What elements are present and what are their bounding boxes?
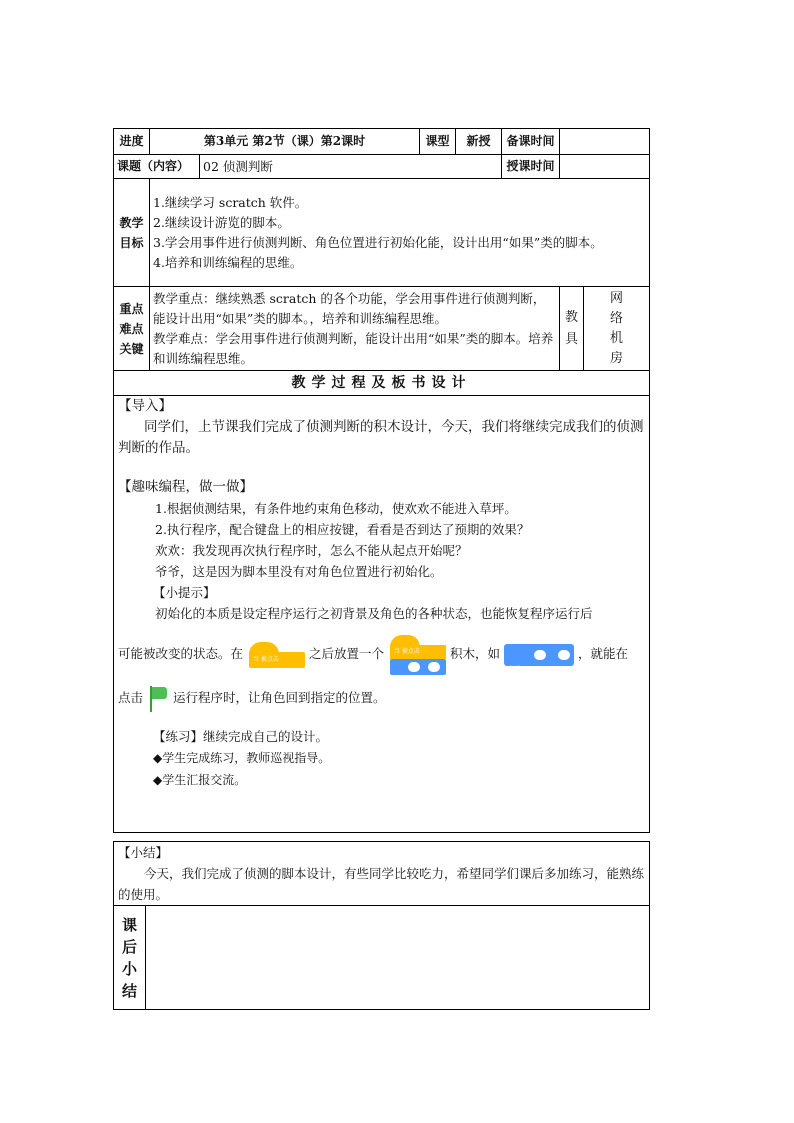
intro-text: 同学们，上节课我们完成了侦测判断的积木设计，今天，我们将继续完成我们的侦测判断的作品。 bbox=[118, 419, 644, 456]
goal-item: 1.继续学习 scratch 软件。 bbox=[153, 194, 308, 210]
row-progress bbox=[114, 129, 650, 155]
tip-text: 可能被改变的状态。在 bbox=[118, 646, 244, 661]
block-hat-label: 当 被点击 bbox=[249, 652, 305, 668]
row-topic bbox=[114, 155, 650, 179]
topic-label: 课题（内容） bbox=[114, 155, 200, 179]
tools-label-char: 具 bbox=[565, 331, 579, 347]
tip-line-3 bbox=[118, 680, 645, 716]
tools-value-char: 房 bbox=[610, 350, 624, 366]
process-content bbox=[114, 396, 650, 833]
type-label: 课型 bbox=[420, 129, 456, 155]
goal-item: 3.学会用事件进行侦测判断、角色位置进行初始化能，设计出用“如果”类的脚本。 bbox=[153, 234, 603, 250]
lesson-plan-sheet bbox=[113, 128, 649, 1010]
practice-item: ◆学生完成练习，教师巡视指导。 bbox=[153, 751, 331, 765]
fun-item: 1.根据侦测结果，有条件地约束角色移动，使欢欢不能进入草坪。 bbox=[155, 501, 517, 516]
row-process-title bbox=[114, 371, 650, 396]
tools-label-char: 教 bbox=[565, 309, 579, 325]
progress-value: 第3单元 第2节（课）第2课时 bbox=[150, 129, 420, 155]
goals-label bbox=[114, 179, 150, 287]
keypoint-line: 教学重点：继续熟悉 scratch 的各个功能，学会用事件进行侦测判断，能设计出用“如果”类的脚本。，培养和训练编程思维。 bbox=[153, 290, 546, 326]
block-hat-label: 当 被点击 bbox=[390, 645, 446, 659]
tip-text: 运行程序时，让角色回到指定的位置。 bbox=[172, 690, 386, 705]
practice-item: ◆学生汇报交流。 bbox=[153, 773, 247, 787]
topic-value: 02 侦测判断 bbox=[200, 155, 502, 179]
keypoint-line: 教学难点：学会用事件进行侦测判断，能设计出用“如果”类的脚本。培养和训练编程思维。 bbox=[153, 330, 554, 366]
row-summary bbox=[114, 842, 650, 906]
process-title: 教学过程及板书设计 bbox=[114, 371, 650, 396]
teach-time-value[interactable] bbox=[560, 155, 650, 179]
summary-table bbox=[113, 841, 650, 1010]
goto-xy-block bbox=[504, 644, 574, 673]
goals-content bbox=[150, 179, 650, 287]
tip-text: 积木，如 bbox=[449, 646, 500, 661]
tip-line-2 bbox=[118, 632, 645, 676]
tools-value-char: 络 bbox=[610, 310, 624, 326]
keypoints-label-line: 重点 bbox=[119, 301, 144, 316]
tip-heading: 【小提示】 bbox=[153, 585, 216, 600]
after-class-label-char: 课 bbox=[121, 915, 137, 934]
goals-label-line: 教学 bbox=[119, 215, 144, 230]
keypoints-label-line: 难点 bbox=[119, 321, 144, 336]
keypoints-label bbox=[114, 287, 150, 371]
lesson-plan-table bbox=[113, 128, 650, 833]
goto-xy-label: 移到 x: y: bbox=[507, 665, 535, 673]
practice-heading: 【练习】继续完成自己的设计。 bbox=[153, 729, 329, 744]
after-class-label-char: 后 bbox=[121, 937, 137, 956]
prep-time-label: 备课时间 bbox=[502, 129, 560, 155]
intro-heading: 【导入】 bbox=[118, 398, 172, 414]
summary-heading: 【小结】 bbox=[118, 845, 169, 860]
tip-text: 之后放置一个 bbox=[308, 646, 384, 661]
fun-item: 2.执行程序，配合键盘上的相应按键，看看是否到达了预期的效果？ bbox=[155, 522, 530, 537]
keypoints-content bbox=[150, 287, 560, 371]
goals-label-line: 目标 bbox=[119, 235, 144, 250]
tools-value bbox=[584, 287, 650, 371]
after-class-label-char: 小 bbox=[121, 959, 137, 978]
tools-label bbox=[560, 287, 584, 371]
tools-value-char: 网 bbox=[610, 290, 624, 306]
progress-label: 进度 bbox=[114, 129, 150, 155]
tip-text: 点击 bbox=[118, 690, 144, 705]
row-after-class bbox=[114, 906, 650, 1010]
after-class-label bbox=[114, 906, 146, 1010]
type-value: 新授 bbox=[456, 129, 502, 155]
goal-item: 4.培养和训练编程的思维。 bbox=[153, 254, 303, 270]
hat-with-goto-block bbox=[388, 633, 446, 677]
fun-item: 欢欢：我发现再次执行程序时，怎么不能从起点开始呢？ bbox=[155, 543, 468, 558]
teach-time-label: 授课时间 bbox=[502, 155, 560, 179]
fun-item: 爷爷，这是因为脚本里没有对角色位置进行初始化。 bbox=[155, 564, 443, 579]
summary-text: 今天，我们完成了侦测的脚本设计，有些同学比较吃力，希望同学们课后多加练习，能熟练的使用。 bbox=[118, 866, 645, 902]
after-class-label-char: 结 bbox=[121, 981, 137, 1000]
row-keypoints bbox=[114, 287, 650, 371]
goal-item: 2.继续设计游览的脚本。 bbox=[153, 214, 290, 230]
fun-heading: 【趣味编程，做一做】 bbox=[118, 479, 253, 495]
green-flag-icon bbox=[147, 684, 169, 714]
tools-value-char: 机 bbox=[610, 330, 624, 346]
tip-line-1: 初始化的本质是设定程序运行之初背景及角色的各种状态，也能恢复程序运行后 bbox=[155, 606, 593, 621]
row-process bbox=[114, 396, 650, 833]
row-goals bbox=[114, 179, 650, 287]
after-class-value[interactable] bbox=[146, 906, 650, 1010]
when-flag-clicked-block bbox=[247, 638, 305, 672]
keypoints-label-line: 关键 bbox=[119, 341, 144, 356]
tip-text: ，就能在 bbox=[577, 646, 628, 661]
prep-time-value[interactable] bbox=[560, 129, 650, 155]
summary-content bbox=[114, 842, 650, 906]
